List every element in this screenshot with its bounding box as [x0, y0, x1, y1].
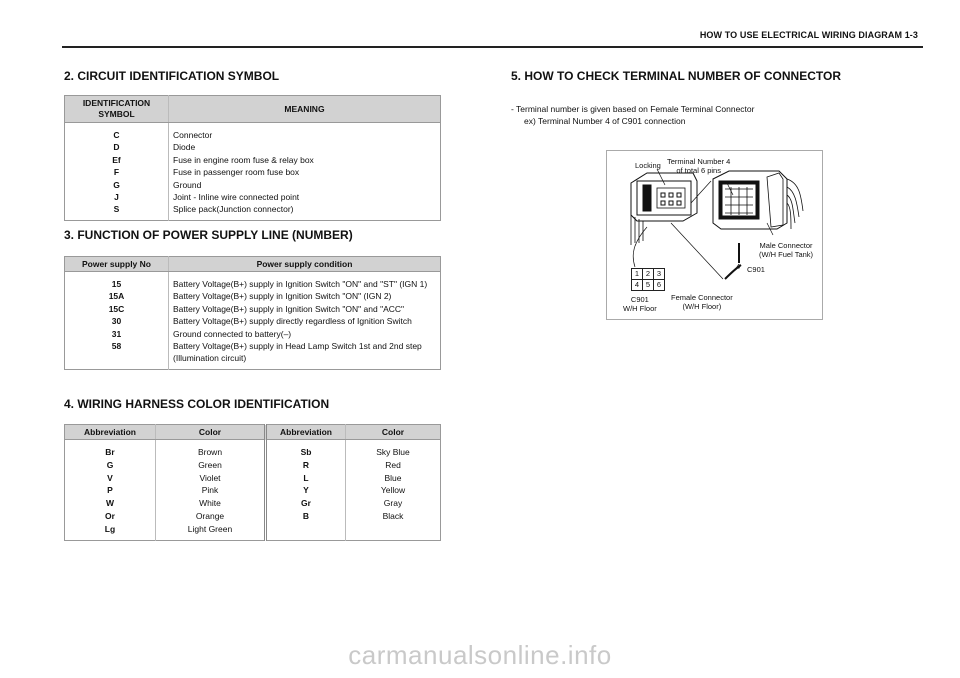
table-row	[65, 166, 441, 178]
power-condition-cell: Battery Voltage(B+) supply in Ignition Switch "ON" (IGN 2)	[173, 291, 392, 302]
meaning-cell: Ground	[173, 179, 202, 190]
wiring-color-rows	[65, 440, 441, 541]
section-5-title: 5. HOW TO CHECK TERMINAL NUMBER OF CONNECTOR	[511, 69, 842, 83]
label-c901-left-line-2: W/H Floor	[623, 304, 657, 313]
col-color-left: Color	[156, 425, 266, 440]
meaning-cell: Connector	[173, 130, 213, 140]
abbr-cell-right: Y	[266, 484, 346, 497]
power-no-cell: 15C	[65, 303, 169, 315]
symbol-cell: G	[65, 179, 169, 191]
power-condition-cell: Ground connected to battery(–)	[173, 328, 292, 339]
male-connector-drawing	[713, 171, 803, 229]
color-cell-right	[346, 523, 441, 540]
description-line-2: ex) Terminal Number 4 of C901 connection	[524, 116, 686, 126]
page-header: HOW TO USE ELECTRICAL WIRING DIAGRAM 1-3	[699, 30, 918, 40]
label-female-line-2: (W/H Floor)	[682, 302, 722, 311]
color-cell-left: Brown	[156, 440, 266, 459]
pin-5: 5	[642, 279, 654, 291]
abbr-cell-left: P	[65, 484, 156, 497]
section-4-title: 4. WIRING HARNESS COLOR IDENTIFICATION	[64, 397, 330, 411]
pin-6: 6	[653, 279, 665, 291]
label-male-connector	[759, 241, 813, 259]
symbol-cell: F	[65, 166, 169, 178]
connector-description	[511, 103, 754, 127]
table-row	[65, 272, 441, 291]
table-row	[65, 141, 441, 153]
col-power-supply-condition: Power supply condition	[169, 257, 441, 272]
abbr-cell-right	[266, 523, 346, 540]
table-row	[65, 203, 441, 220]
meaning-cell: Joint - Inline wire connected point	[173, 192, 300, 203]
label-c901-left	[623, 295, 657, 313]
symbol-cell: C	[65, 123, 169, 142]
header-rule	[62, 46, 923, 48]
power-no-cell: 58	[65, 340, 169, 352]
section-2-title: 2. CIRCUIT IDENTIFICATION SYMBOL	[64, 69, 280, 83]
color-cell-left: Green	[156, 459, 266, 472]
symbol-cell: Ef	[65, 154, 169, 166]
label-female-connector	[671, 293, 733, 311]
circuit-id-rows	[65, 123, 441, 221]
abbr-cell-right: Sb	[266, 440, 346, 459]
col-abbreviation-right: Abbreviation	[266, 425, 346, 440]
table-row	[65, 352, 441, 369]
power-no-cell: 31	[65, 328, 169, 340]
power-condition-cell: Battery Voltage(B+) supply directly regardless of Ignition Switch	[173, 316, 412, 327]
abbr-cell-left: Lg	[65, 523, 156, 540]
power-condition-cell: Battery Voltage(B+) supply in Ignition Switch "ON" and "ST" (IGN 1)	[173, 279, 428, 289]
label-terminal-line-2: of total 6 pins	[676, 166, 721, 175]
color-cell-right: Red	[385, 459, 401, 470]
col-identification-symbol: IDENTIFICATION SYMBOL	[65, 96, 169, 123]
table-row	[65, 328, 441, 340]
col-abbreviation-left: Abbreviation	[65, 425, 156, 440]
table-row	[65, 290, 441, 302]
description-line-1: - Terminal number is given based on Female Terminal Connector	[511, 104, 755, 114]
pin-2: 2	[642, 268, 654, 280]
color-cell-left: Light Green	[156, 523, 266, 540]
color-cell-right: Gray	[383, 498, 403, 509]
color-cell-left: Pink	[156, 484, 266, 497]
label-terminal-number	[667, 157, 730, 175]
table-row	[65, 303, 441, 315]
connector-diagram	[606, 150, 823, 320]
label-male-line-1: Male Connector	[759, 241, 813, 250]
label-locking: Locking	[635, 161, 661, 170]
color-cell-left: Orange	[156, 510, 266, 523]
col-color-right: Color	[346, 425, 441, 440]
meaning-cell: Fuse in engine room fuse & relay box	[173, 154, 314, 165]
symbol-cell: S	[65, 203, 169, 220]
pin-1: 1	[631, 268, 643, 280]
power-condition-cell: (Illumination circuit)	[173, 353, 247, 364]
section-3-title: 3. FUNCTION OF POWER SUPPLY LINE (NUMBER)	[64, 228, 353, 242]
meaning-cell: Diode	[173, 142, 196, 153]
abbr-cell-right: B	[266, 510, 346, 523]
symbol-cell: D	[65, 141, 169, 153]
label-pin-4-mark: 4	[736, 262, 741, 271]
label-male-line-2: (W/H Fuel Tank)	[759, 250, 814, 259]
color-cell-left: Violet	[156, 472, 266, 485]
abbr-cell-left: V	[65, 472, 156, 485]
table-row	[65, 123, 441, 142]
pin-3: 3	[653, 268, 665, 280]
col-power-supply-no: Power supply No	[65, 257, 169, 272]
power-condition-cell: Battery Voltage(B+) supply in Head Lamp Switch 1st and 2nd step	[173, 341, 422, 352]
table-row	[65, 497, 441, 510]
abbr-cell-left: Or	[65, 510, 156, 523]
symbol-cell: J	[65, 191, 169, 203]
abbr-cell-right: Gr	[266, 497, 346, 510]
table-row	[65, 484, 441, 497]
power-no-cell	[65, 352, 169, 369]
power-no-cell: 30	[65, 315, 169, 327]
col-meaning: MEANING	[169, 96, 441, 123]
color-cell-left: White	[156, 497, 266, 510]
label-c901-right: C901	[747, 265, 765, 274]
color-cell-right: Yellow	[380, 485, 406, 496]
circuit-id-table	[64, 95, 441, 221]
color-cell-right: Blue	[384, 472, 402, 483]
connector-symbol-lines	[725, 243, 741, 279]
color-cell-right: Sky Blue	[376, 447, 410, 457]
table-row	[65, 523, 441, 540]
table-row	[65, 179, 441, 191]
abbr-cell-left: W	[65, 497, 156, 510]
power-no-cell: 15A	[65, 290, 169, 302]
color-cell-right: Black	[382, 510, 404, 521]
wiring-color-table	[64, 424, 441, 541]
meaning-cell: Splice pack(Junction connector)	[173, 204, 294, 215]
power-supply-table	[64, 256, 441, 370]
table-row	[65, 510, 441, 523]
meaning-cell: Fuse in passenger room fuse box	[173, 167, 300, 178]
power-no-cell: 15	[65, 272, 169, 291]
abbr-cell-left: Br	[65, 440, 156, 459]
label-terminal-line-1: Terminal Number 4	[667, 157, 731, 166]
abbr-cell-right: R	[266, 459, 346, 472]
table-row	[65, 154, 441, 166]
label-female-line-1: Female Connector	[671, 293, 733, 302]
table-row	[65, 459, 441, 472]
power-supply-rows	[65, 272, 441, 370]
pin-4: 4	[631, 279, 643, 291]
watermark-text: carmanualsonline.info	[348, 640, 612, 670]
power-condition-cell: Battery Voltage(B+) supply in Ignition Switch "ON" and "ACC"	[173, 303, 405, 314]
table-row	[65, 340, 441, 352]
table-row	[65, 472, 441, 485]
abbr-cell-left: G	[65, 459, 156, 472]
table-row	[65, 191, 441, 203]
abbr-cell-right: L	[266, 472, 346, 485]
table-row	[65, 440, 441, 459]
label-c901-left-line-1: C901	[630, 295, 649, 304]
table-row	[65, 315, 441, 327]
